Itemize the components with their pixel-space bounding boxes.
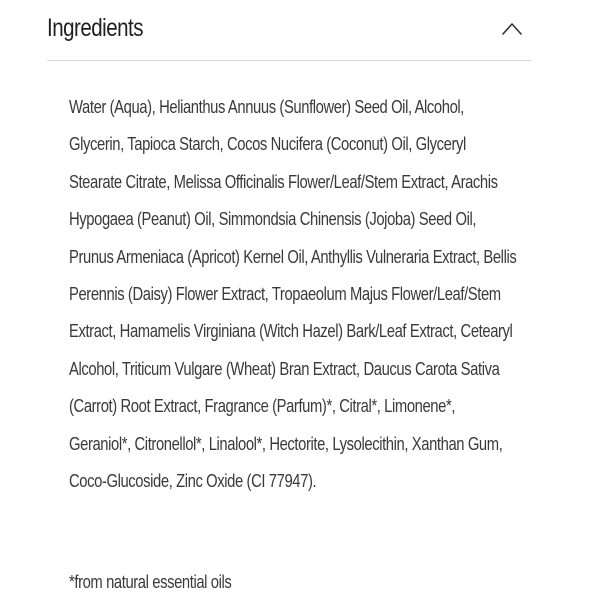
accordion-header[interactable] — [47, 0, 531, 61]
ingredients-list: Water (Aqua), Helianthus Annuus (Sunflower) Seed Oil, Alcohol, Glycerin, Tapioca Starch, Cocos Nucifera (Coconut) Oil, Glyceryl Stearate Citrate, Melissa Officinalis Flower/Leaf/Stem Extract, Arachis Hypogaea (Peanut) Oil, Simmondsia Chinensis (Jojoba) Seed Oil, Prunus Armeniaca (Apricot) Kernel Oil, Anthyllis Vulneraria Extract, Bellis Perennis (Daisy) Flower Extract, Tropaeolum Majus Flower/Leaf/Stem Extract, Hamamelis Virginiana (Witch Hazel) Bark/Leaf Extract, Cetearyl Alcohol, Triticum Vulgare (Wheat) Bran Extract, Daucus Carota Sativa (Carrot) Root Extract, Fragrance (Parfum)*, Citral*, Limonene*, Geraniol*, Citronellol*, Linalool*, Hectorite, Lysolecithin, Xanthan Gum, Coco-Glucoside, Zinc Oxide (CI 77947). — [69, 96, 517, 492]
accordion-title: Ingredients — [47, 14, 144, 42]
footnote: *from natural essential oils — [69, 571, 232, 592]
chevron-up-icon[interactable] — [499, 16, 525, 42]
ingredients-accordion — [47, 0, 531, 592]
accordion-panel — [69, 88, 539, 592]
